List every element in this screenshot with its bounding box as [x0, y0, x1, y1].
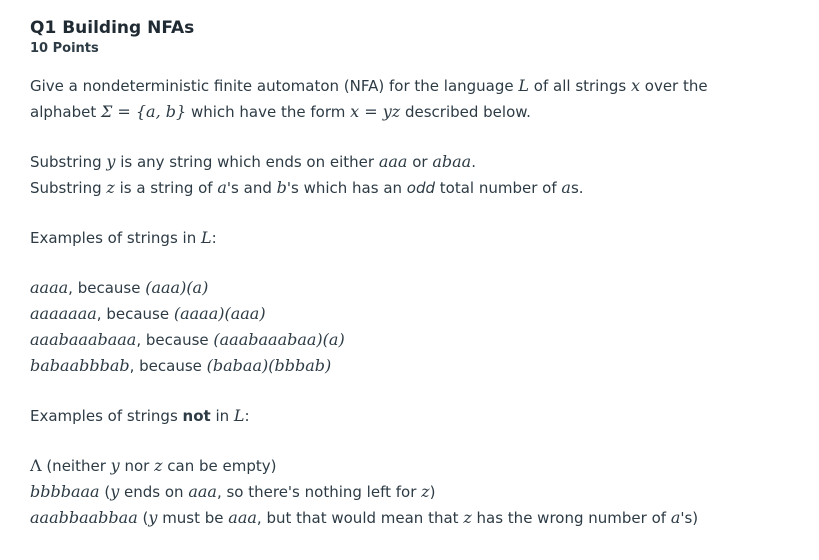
text: , so there's nothing left for: [216, 483, 422, 501]
intro-paragraph: [30, 73, 789, 125]
notin-example: [30, 479, 789, 505]
intro-text: which have the form: [186, 103, 351, 121]
text: :: [211, 229, 217, 247]
notin-examples-heading: [30, 403, 789, 429]
intro-text: over the: [640, 77, 708, 95]
emphasis-odd: odd: [406, 179, 436, 197]
example-string: Λ: [30, 456, 42, 475]
example-z-part: (bbbab): [268, 356, 332, 375]
math-y: y: [110, 482, 120, 501]
text: , but that would mean that: [256, 509, 464, 527]
math-form: x = yz: [350, 102, 401, 121]
math-y: y: [148, 508, 158, 527]
example-string: aaaaaaa: [30, 304, 97, 323]
math-aaa: aaa: [228, 508, 257, 527]
math-aaa: aaa: [188, 482, 217, 501]
in-example: [30, 275, 789, 301]
notin-example: [30, 505, 789, 531]
text: 's which has an: [286, 179, 407, 197]
text: is a string of: [114, 179, 218, 197]
math-z: z: [463, 508, 472, 527]
text: , because: [129, 357, 207, 375]
example-y-part: (aaaa): [173, 304, 225, 323]
example-z-part: (a): [186, 278, 209, 297]
math-a: a: [670, 508, 681, 527]
example-y-part: (aaabaaabaa): [213, 330, 323, 349]
text: Substring: [30, 153, 107, 171]
math-aaa: aaa: [378, 152, 408, 171]
text: is any string which ends on either: [115, 153, 379, 171]
text: in: [210, 407, 234, 425]
math-a: a: [561, 178, 571, 197]
notin-example: [30, 453, 789, 479]
math-L: L: [233, 406, 245, 425]
text: can be empty): [162, 457, 277, 475]
text: 's): [680, 509, 699, 527]
text: Examples of strings in: [30, 229, 201, 247]
substring-y-line: [30, 149, 789, 175]
intro-text: of all strings: [529, 77, 631, 95]
in-examples-heading: [30, 225, 789, 251]
intro-text: alphabet: [30, 103, 101, 121]
example-z-part: (a): [322, 330, 345, 349]
text: (: [137, 509, 149, 527]
text: Substring: [30, 179, 107, 197]
text: has the wrong number of: [471, 509, 671, 527]
math-alphabet: Σ = {a, b}: [100, 102, 187, 121]
text: s.: [570, 179, 584, 197]
question-points: 10 Points: [30, 41, 99, 56]
in-examples-list: [30, 275, 789, 379]
example-string: babaabbbab: [30, 356, 130, 375]
example-string: aaabbaabbaa: [30, 508, 138, 527]
intro-text: described below.: [400, 103, 531, 121]
math-b: b: [276, 178, 287, 197]
text: , because: [136, 331, 214, 349]
substring-definitions: [30, 149, 789, 201]
bold-not: not: [182, 407, 211, 425]
example-z-part: (aaa): [224, 304, 266, 323]
notin-examples-list: [30, 453, 789, 531]
text: , because: [68, 279, 146, 297]
in-example: [30, 353, 789, 379]
substring-z-line: [30, 175, 789, 201]
text: ends on: [119, 483, 189, 501]
text: , because: [96, 305, 174, 323]
math-a: a: [217, 178, 227, 197]
example-y-part: (babaa): [206, 356, 269, 375]
example-string: aaabaaabaaa: [30, 330, 137, 349]
math-z: z: [154, 456, 163, 475]
math-z: z: [106, 178, 115, 197]
example-string: aaaa: [30, 278, 69, 297]
text: must be: [157, 509, 229, 527]
text: ): [429, 483, 436, 501]
intro-line-1: [30, 73, 789, 99]
in-example: [30, 327, 789, 353]
math-x: x: [630, 76, 640, 95]
math-L: L: [200, 228, 212, 247]
in-example: [30, 301, 789, 327]
example-string: bbbbaaa: [30, 482, 100, 501]
math-y: y: [110, 456, 120, 475]
math-y: y: [106, 152, 116, 171]
text: .: [471, 153, 476, 171]
text: Examples of strings: [30, 407, 183, 425]
math-L: L: [518, 76, 530, 95]
math-abaa: abaa: [432, 152, 472, 171]
text: total number of: [435, 179, 562, 197]
intro-line-2: [30, 99, 789, 125]
example-y-part: (aaa): [145, 278, 187, 297]
text: (neither: [41, 457, 111, 475]
math-z: z: [421, 482, 430, 501]
text: nor: [119, 457, 155, 475]
text: :: [244, 407, 250, 425]
text: or: [407, 153, 433, 171]
text: (: [99, 483, 111, 501]
text: 's and: [226, 179, 277, 197]
question-title: Q1 Building NFAs: [30, 18, 195, 38]
intro-text: Give a nondeterministic finite automaton (NFA) for the language: [30, 77, 519, 95]
